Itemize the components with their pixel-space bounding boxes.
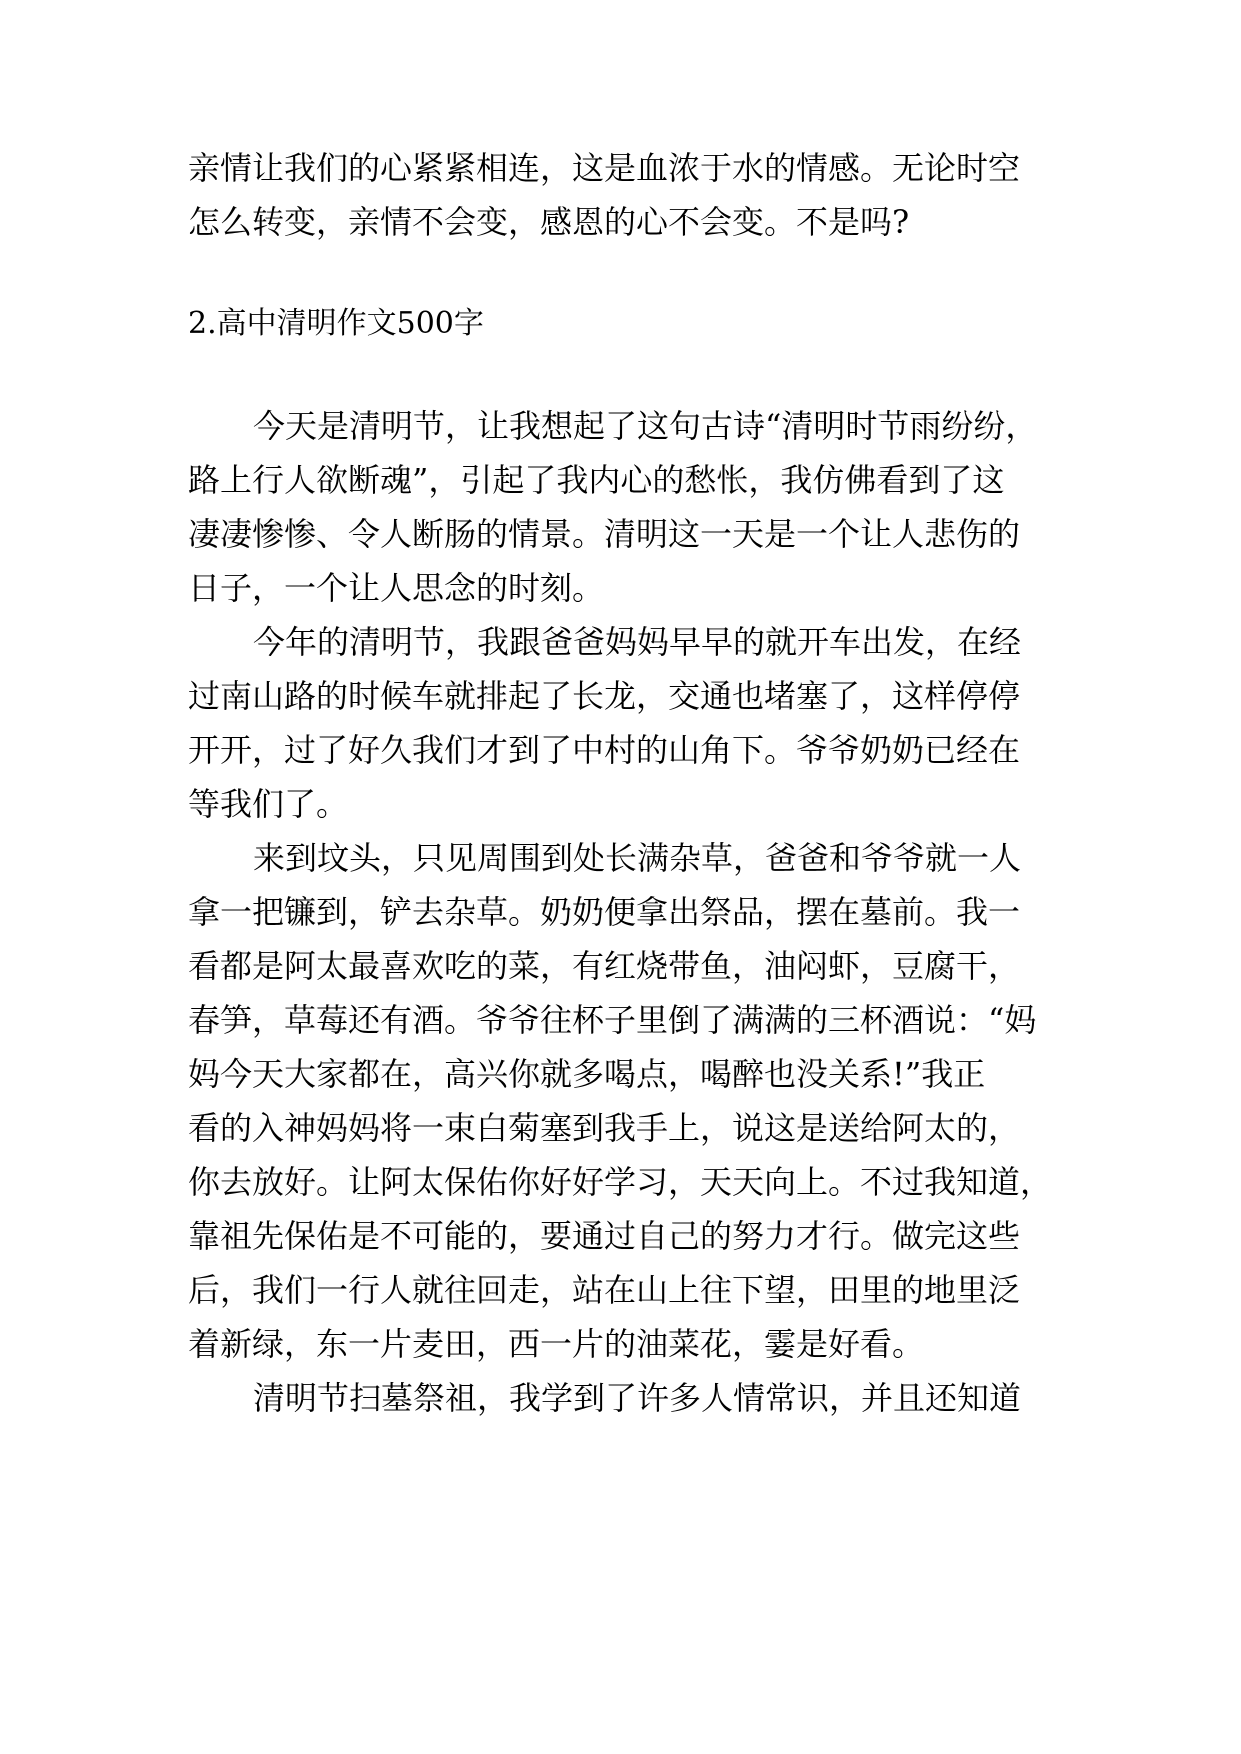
text-line: 今天是清明节，让我想起了这句古诗“清明时节雨纷纷， (253, 407, 1038, 445)
text-line: 春笋，草莓还有酒。爷爷往杯子里倒了满满的三杯酒说：“妈 (188, 1001, 1037, 1039)
text-line: 开开，过了好久我们才到了中村的山角下。爷爷奶奶已经在 (188, 731, 1021, 769)
text-line: 后，我们一行人就往回走，站在山上往下望，田里的地里泛 (188, 1271, 1021, 1309)
text-line: 今年的清明节，我跟爸爸妈妈早早的就开车出发，在经 (253, 623, 1022, 661)
text-line: 日子，一个让人思念的时刻。 (188, 569, 605, 607)
text-line: 路上行人欲断魂”，引起了我内心的愁怅，我仿佛看到了这 (188, 461, 1005, 499)
text-line: 看的入神妈妈将一束白菊塞到我手上，说这是送给阿太的， (188, 1109, 1021, 1147)
section-heading: 2.高中清明作文500字 (188, 306, 484, 341)
text-line: 靠祖先保佑是不可能的，要通过自己的努力才行。做完这些 (188, 1217, 1021, 1255)
text-line: 清明节扫墓祭祖，我学到了许多人情常识，并且还知道 (253, 1379, 1022, 1417)
text-line: 妈今天大家都在，高兴你就多喝点，喝醉也没关系!”我正 (188, 1055, 986, 1093)
text-line: 你去放好。让阿太保佑你好好学习，天天向上。不过我知道， (188, 1163, 1053, 1201)
text-line: 过南山路的时候车就排起了长龙，交通也堵塞了，这样停停 (188, 677, 1021, 715)
text-line: 着新绿，东一片麦田，西一片的油菜花，霎是好看。 (188, 1325, 925, 1363)
text-line: 拿一把镰到，铲去杂草。奶奶便拿出祭品，摆在墓前。我一 (188, 893, 1021, 931)
text-line: 怎么转变，亲情不会变，感恩的心不会变。不是吗? (188, 203, 910, 241)
text-line: 等我们了。 (188, 785, 349, 823)
text-line: 来到坟头，只见周围到处长满杂草，爸爸和爷爷就一人 (253, 839, 1022, 877)
text-line: 亲情让我们的心紧紧相连，这是血浓于水的情感。无论时空 (188, 149, 1021, 187)
text-line: 看都是阿太最喜欢吃的菜，有红烧带鱼，油闷虾，豆腐干， (188, 947, 1021, 985)
text-line: 凄凄惨惨、令人断肠的情景。清明这一天是一个让人悲伤的 (188, 515, 1021, 553)
